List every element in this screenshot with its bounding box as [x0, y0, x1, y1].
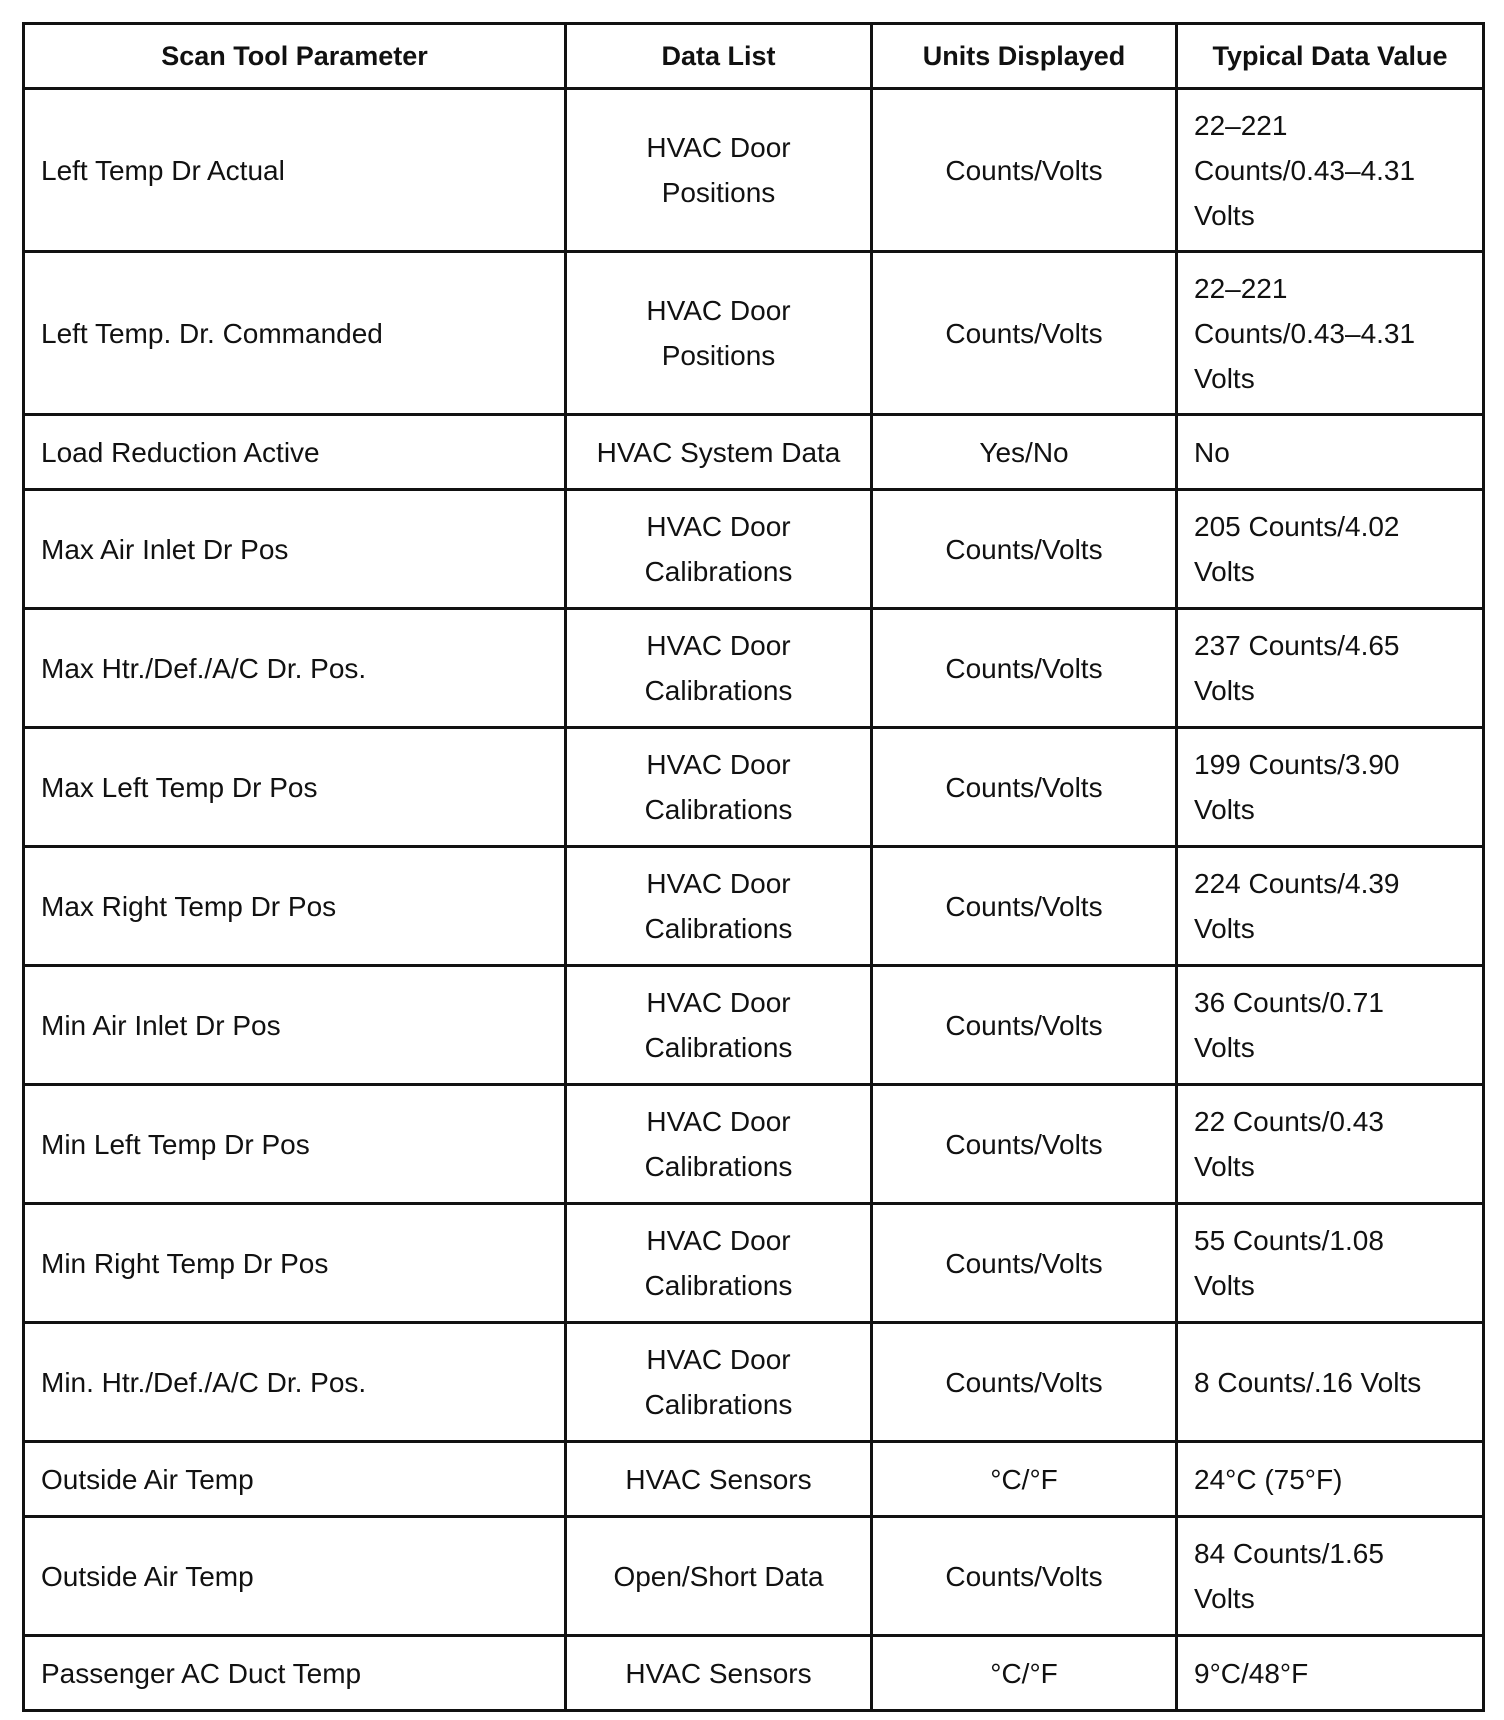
line: HVAC Door [646, 987, 791, 1018]
table-header-row [24, 24, 1484, 89]
cell-units: °C/°F [872, 1636, 1177, 1711]
line: 205 Counts/4.02 [1194, 511, 1400, 542]
line: Volts [1194, 556, 1255, 587]
table-row [24, 252, 1484, 415]
table-row [24, 1442, 1484, 1517]
cell-parameter: Min Right Temp Dr Pos [24, 1204, 566, 1323]
line: HVAC System Data [596, 436, 841, 468]
cell-data-list [566, 252, 872, 415]
cell-units: °C/°F [872, 1442, 1177, 1517]
cell-parameter: Min Air Inlet Dr Pos [24, 966, 566, 1085]
line: Volts [1194, 913, 1255, 944]
table-row [24, 1085, 1484, 1204]
line: Calibrations [644, 794, 793, 825]
line: 55 Counts/1.08 [1194, 1225, 1384, 1256]
cell-typical-value [1177, 728, 1484, 847]
line: Volts [1194, 1151, 1255, 1182]
line: Counts/0.43–4.31 [1194, 317, 1416, 349]
line: Calibrations [644, 675, 793, 706]
line: Volts [1194, 1583, 1255, 1614]
cell-units: Counts/Volts [872, 252, 1177, 415]
line: HVAC Door [646, 295, 791, 326]
cell-units: Counts/Volts [872, 1204, 1177, 1323]
cell-data-list [566, 1517, 872, 1636]
cell-parameter: Max Htr./Def./A/C Dr. Pos. [24, 609, 566, 728]
line: HVAC Door [646, 1225, 791, 1256]
table-row [24, 609, 1484, 728]
cell-units: Counts/Volts [872, 89, 1177, 252]
line: 9°C/48°F [1194, 1657, 1309, 1689]
cell-typical-value [1177, 89, 1484, 252]
cell-parameter: Left Temp Dr Actual [24, 89, 566, 252]
line: Volts [1194, 199, 1255, 231]
line: Calibrations [644, 1151, 793, 1182]
cell-data-list [566, 1085, 872, 1204]
line: HVAC Door [646, 132, 791, 163]
table-row [24, 1204, 1484, 1323]
cell-parameter: Load Reduction Active [24, 415, 566, 490]
table-row [24, 1636, 1484, 1711]
cell-parameter: Max Air Inlet Dr Pos [24, 490, 566, 609]
cell-units: Counts/Volts [872, 490, 1177, 609]
line: HVAC Door [646, 1106, 791, 1137]
cell-typical-value [1177, 1323, 1484, 1442]
line: No [1194, 436, 1230, 468]
cell-data-list [566, 89, 872, 252]
cell-typical-value [1177, 1204, 1484, 1323]
table-row [24, 728, 1484, 847]
line: HVAC Door [646, 630, 791, 661]
cell-parameter: Outside Air Temp [24, 1442, 566, 1517]
cell-typical-value [1177, 1085, 1484, 1204]
cell-data-list [566, 1323, 872, 1442]
table-row [24, 490, 1484, 609]
cell-units: Counts/Volts [872, 1085, 1177, 1204]
cell-typical-value [1177, 847, 1484, 966]
line: Calibrations [644, 1270, 793, 1301]
line: HVAC Door [646, 749, 791, 780]
cell-typical-value [1177, 415, 1484, 490]
table-row [24, 966, 1484, 1085]
line: 24°C (75°F) [1194, 1463, 1343, 1495]
line: HVAC Door [646, 511, 791, 542]
header-scan-tool-parameter: Scan Tool Parameter [24, 24, 566, 89]
cell-typical-value [1177, 490, 1484, 609]
cell-units: Counts/Volts [872, 609, 1177, 728]
cell-units: Counts/Volts [872, 728, 1177, 847]
cell-parameter: Passenger AC Duct Temp [24, 1636, 566, 1711]
line: Volts [1194, 1032, 1255, 1063]
line: 199 Counts/3.90 [1194, 749, 1400, 780]
cell-data-list [566, 609, 872, 728]
cell-data-list [566, 415, 872, 490]
cell-units: Yes/No [872, 415, 1177, 490]
table-row [24, 1517, 1484, 1636]
cell-typical-value [1177, 609, 1484, 728]
cell-data-list [566, 847, 872, 966]
cell-typical-value [1177, 252, 1484, 415]
cell-data-list [566, 490, 872, 609]
line: 22–221 [1194, 109, 1288, 141]
table-row [24, 89, 1484, 252]
line: Counts/0.43–4.31 [1194, 154, 1416, 186]
line: Volts [1194, 675, 1255, 706]
line: Volts [1194, 1270, 1255, 1301]
cell-parameter: Min Left Temp Dr Pos [24, 1085, 566, 1204]
cell-parameter: Outside Air Temp [24, 1517, 566, 1636]
cell-typical-value [1177, 1636, 1484, 1711]
cell-units: Counts/Volts [872, 1517, 1177, 1636]
scan-tool-data-table [22, 22, 1485, 1712]
line: 36 Counts/0.71 [1194, 987, 1384, 1018]
table-row [24, 415, 1484, 490]
header-data-list: Data List [566, 24, 872, 89]
cell-parameter: Max Left Temp Dr Pos [24, 728, 566, 847]
cell-units: Counts/Volts [872, 1323, 1177, 1442]
line: Calibrations [644, 1032, 793, 1063]
line: Positions [661, 177, 776, 208]
cell-units: Counts/Volts [872, 847, 1177, 966]
line: 22 Counts/0.43 [1194, 1106, 1384, 1137]
cell-units: Counts/Volts [872, 966, 1177, 1085]
cell-typical-value [1177, 1442, 1484, 1517]
line: Volts [1194, 794, 1255, 825]
line: Calibrations [644, 913, 793, 944]
line: HVAC Sensors [625, 1463, 812, 1495]
line: HVAC Door [646, 868, 791, 899]
line: HVAC Door [646, 1344, 791, 1375]
cell-parameter: Max Right Temp Dr Pos [24, 847, 566, 966]
line: Calibrations [644, 1389, 793, 1420]
cell-typical-value [1177, 966, 1484, 1085]
cell-data-list [566, 1636, 872, 1711]
line: 22–221 [1194, 272, 1288, 304]
header-typical-data-value: Typical Data Value [1177, 24, 1484, 89]
header-units-displayed: Units Displayed [872, 24, 1177, 89]
cell-data-list [566, 966, 872, 1085]
cell-parameter: Min. Htr./Def./A/C Dr. Pos. [24, 1323, 566, 1442]
cell-typical-value [1177, 1517, 1484, 1636]
line: Volts [1194, 362, 1255, 394]
cell-data-list [566, 728, 872, 847]
line: 84 Counts/1.65 [1194, 1538, 1384, 1569]
cell-data-list [566, 1442, 872, 1517]
cell-data-list [566, 1204, 872, 1323]
table-row [24, 847, 1484, 966]
line: Positions [661, 340, 776, 371]
line: HVAC Sensors [625, 1657, 812, 1689]
line: Open/Short Data [613, 1560, 824, 1592]
line: 8 Counts/.16 Volts [1194, 1366, 1422, 1398]
line: Calibrations [644, 556, 793, 587]
cell-parameter: Left Temp. Dr. Commanded [24, 252, 566, 415]
line: 237 Counts/4.65 [1194, 630, 1400, 661]
table-row [24, 1323, 1484, 1442]
line: 224 Counts/4.39 [1194, 868, 1400, 899]
